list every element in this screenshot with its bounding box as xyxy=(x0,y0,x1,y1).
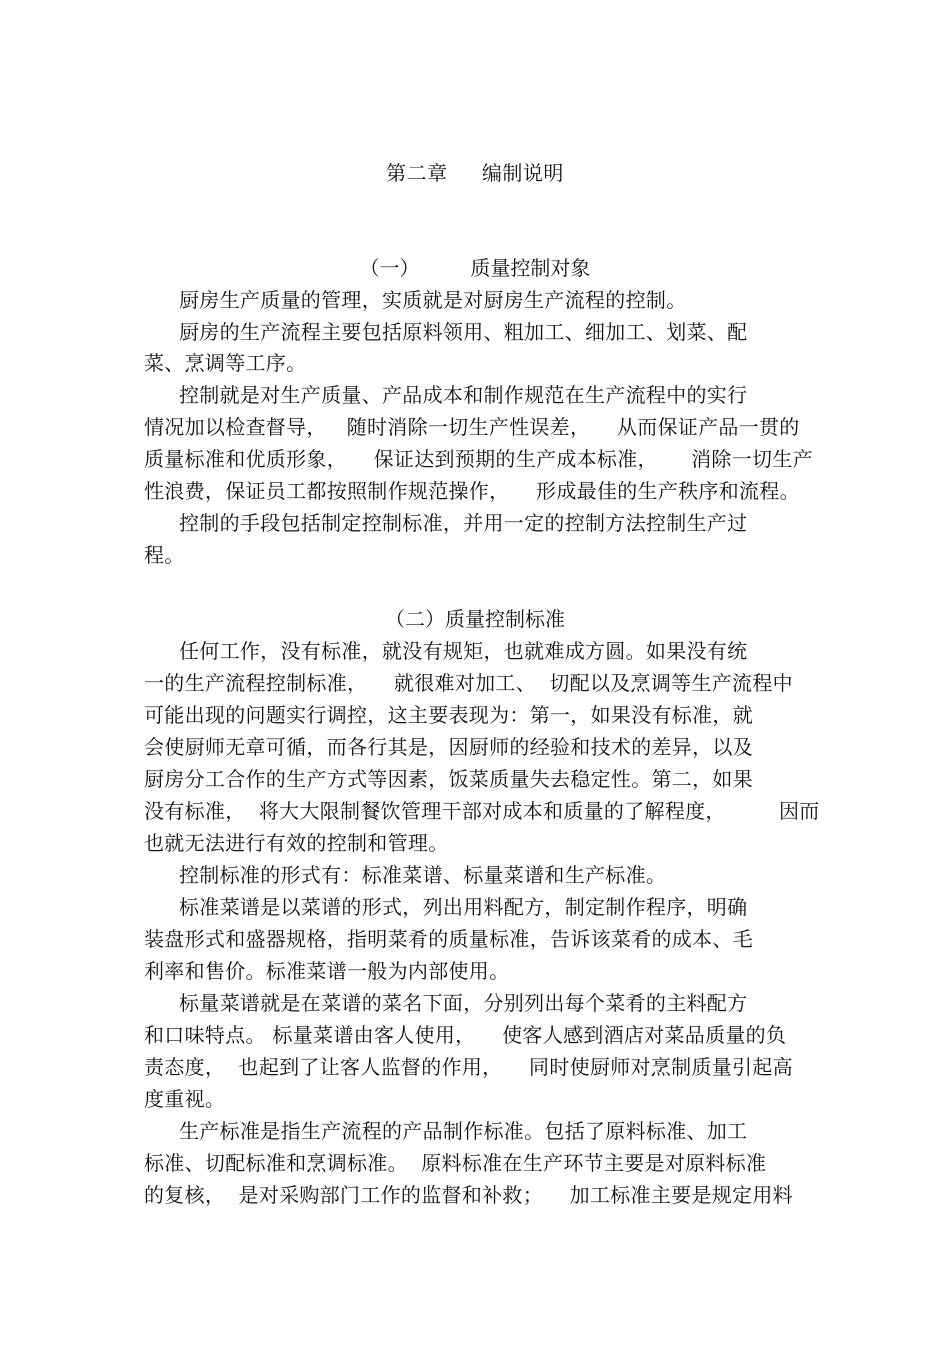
paragraph-line: 的复核， 是对采购部门工作的监督和补救； 加工标准主要是规定用料 xyxy=(144,1183,793,1207)
paragraph-line: 装盘形式和盛器规格，指明菜肴的质量标准，告诉该菜肴的成本、毛 xyxy=(144,927,753,951)
paragraph-line: 度重视。 xyxy=(144,1087,226,1111)
paragraph-line: 和口味特点。 标量菜谱由客人使用， 使客人感到酒店对菜品质量的负 xyxy=(144,1023,787,1047)
paragraph-line: 质量标准和优质形象， 保证达到预期的生产成本标准， 消除一切生产 xyxy=(144,447,813,471)
paragraph-line: 菜、烹调等工序。 xyxy=(144,351,307,375)
paragraph-line: 厨房分工合作的生产方式等因素，饭菜质量失去稳定性。第二，如果 xyxy=(144,767,753,791)
paragraph-line: 会使厨师无章可循，而各行其是，因厨师的经验和技术的差异，以及 xyxy=(144,735,753,759)
paragraph-line: 程。 xyxy=(144,543,185,567)
paragraph-line: 标量菜谱就是在菜谱的菜名下面，分别列出每个菜肴的主料配方 xyxy=(179,991,748,1015)
paragraph-line: 控制就是对生产质量、产品成本和制作规范在生产流程中的实行 xyxy=(179,383,748,407)
paragraph-line: 一的生产流程控制标准， 就很难对加工、 切配以及烹调等生产流程中 xyxy=(144,671,793,695)
paragraph-line: 任何工作，没有标准，就没有规矩，也就难成方圆。如果没有统 xyxy=(179,639,748,663)
paragraph-line: 控制标准的形式有：标准菜谱、标量菜谱和生产标准。 xyxy=(179,863,667,887)
chapter-title: 第二章 编制说明 xyxy=(386,161,564,185)
paragraph-line: 利率和售价。标准菜谱一般为内部使用。 xyxy=(144,959,510,983)
paragraph-line: 厨房的生产流程主要包括原料领用、粗加工、细加工、划菜、配 xyxy=(179,320,748,344)
paragraph-line: 性浪费，保证员工都按照制作规范操作， 形成最佳的生产秩序和流程。 xyxy=(144,479,800,503)
paragraph-line: 生产标准是指生产流程的产品制作标准。包括了原料标准、加工 xyxy=(179,1119,748,1143)
section-title-quality-control-object: （一） 质量控制对象 xyxy=(359,256,591,280)
section-title-quality-control-standard: （二）质量控制标准 xyxy=(385,607,565,631)
paragraph-line: 也就无法进行有效的控制和管理。 xyxy=(144,831,449,855)
paragraph-line: 可能出现的问题实行调控，这主要表现为：第一，如果没有标准，就 xyxy=(144,703,753,727)
paragraph-line: 标准菜谱是以菜谱的形式，列出用料配方，制定制作程序，明确 xyxy=(179,895,748,919)
paragraph-line: 厨房生产质量的管理，实质就是对厨房生产流程的控制。 xyxy=(179,288,687,312)
paragraph-line: 情况加以检查督导， 随时消除一切生产性误差， 从而保证产品一贯的 xyxy=(144,415,800,439)
paragraph-line: 责态度， 也起到了让客人监督的作用， 同时使厨师对烹制质量引起高 xyxy=(144,1055,793,1079)
paragraph-line: 标准、切配标准和烹调标准。 原料标准在生产环节主要是对原料标准 xyxy=(144,1151,767,1175)
paragraph-line: 没有标准， 将大大限制餐饮管理干部对成本和质量的了解程度， 因而 xyxy=(144,799,820,823)
paragraph-line: 控制的手段包括制定控制标准，并用一定的控制方法控制生产过 xyxy=(179,511,748,535)
